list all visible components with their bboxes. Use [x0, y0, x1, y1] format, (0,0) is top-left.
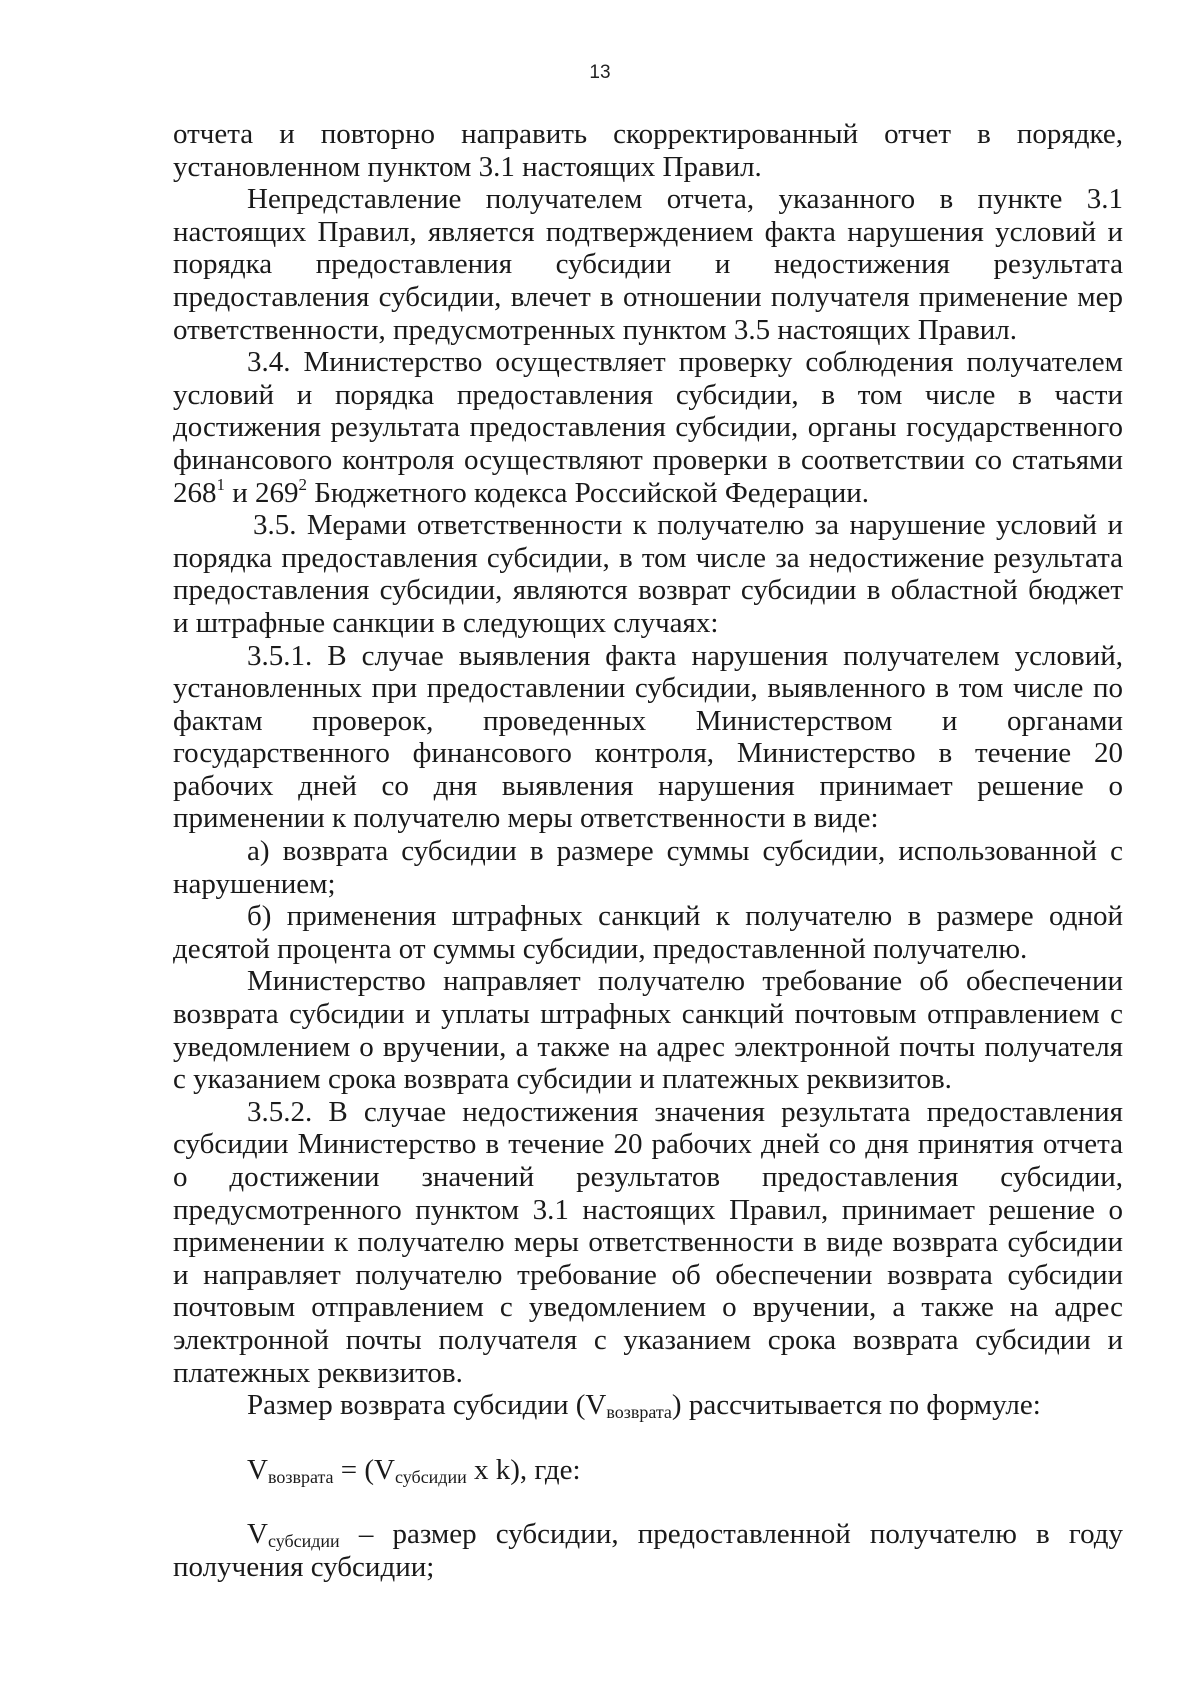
paragraph-3-4-text-a: 3.4. Министерство осуществляет проверку соблюдения получателем условий и порядка предоставления субсидии, в том числе в части достижения результата предоставления субсидии, органы государственного финансового контроля осуществляют проверки в соответствии со статьями 268	[173, 346, 1123, 509]
paragraph-ministry-requirement: Министерство направляет получателю требование об обеспечении возврата субсидии и уплаты штрафных санкций почтовым отправлением с уведомлением о вручении, а также на адрес электронной почты получателя с указанием срока возврата субсидии и платежных реквизитов.	[173, 965, 1123, 1096]
paragraph-variable-definition	[173, 1518, 1123, 1583]
variable-text-a: V	[247, 1518, 268, 1551]
document-body	[173, 118, 1123, 1584]
list-item-a: а) возврата субсидии в размере суммы субсидии, использованной с нарушением;	[173, 835, 1123, 900]
formula-text-c: x k), где:	[466, 1453, 581, 1486]
variable-subscript: субсидии	[267, 1531, 340, 1552]
formula-intro-text-b: ) рассчитывается по формуле:	[671, 1389, 1041, 1422]
paragraph-formula-intro	[173, 1389, 1123, 1422]
paragraph-3-5-1: 3.5.1. В случае выявления факта нарушения получателем условий, установленных при предоставлении субсидии, выявленного в том числе по фактам проверок, проведенных Министерством и органами государственного финансового контроля, Министерство в течение 20 рабочих дней со дня выявления нарушения принимает решение о применении к получателю меры ответственности в виде:	[173, 639, 1123, 835]
paragraph-3-5-2: 3.5.2. В случае недостижения значения результата предоставления субсидии Министерство в течение 20 рабочих дней со дня принятия отчета о достижении значений результатов предоставления субсидии, предусмотренного пунктом 3.1 настоящих Правил, принимает решение о применении к получателю меры ответственности в виде возврата субсидии и направляет получателю требование об обеспечении возврата субсидии почтовым отправлением с уведомлением о вручении, а также на адрес электронной почты получателя с указанием срока возврата субсидии и платежных реквизитов.	[173, 1095, 1123, 1389]
paragraph-non-submission: Непредставление получателем отчета, указанного в пункте 3.1 настоящих Правил, является подтверждением факта нарушения условий и порядка предоставления субсидии и недостижения результата предоставления субсидии, влечет в отношении получателя применение мер ответственности, предусмотренных пунктом 3.5 настоящих Правил.	[173, 183, 1123, 346]
variable-text-b: – размер субсидии, предоставленной получателю в году получения субсидии;	[173, 1518, 1123, 1583]
paragraph-3-4-text-c: Бюджетного кодекса Российской Федерации.	[307, 476, 870, 509]
formula-text-b: = (V	[333, 1453, 396, 1486]
formula-subscript-2: субсидии	[395, 1466, 467, 1487]
footnote-superscript-1: 1	[216, 474, 225, 494]
formula-text-a: V	[247, 1453, 268, 1486]
paragraph-3-5: 3.5. Мерами ответственности к получателю за нарушение условий и порядка предоставления субсидии, в том числе за недостижение результата предоставления субсидии, являются возврат субсидии в областной бюджет и штрафные санкции в следующих случаях:	[173, 509, 1123, 639]
footnote-superscript-2: 2	[298, 474, 308, 494]
formula	[173, 1454, 1123, 1487]
paragraph-3-4-text-b: и 269	[225, 476, 299, 509]
formula-intro-subscript: возврата	[606, 1402, 672, 1423]
formula-intro-text-a: Размер возврата субсидии (V	[247, 1389, 607, 1422]
page-number: 13	[589, 62, 611, 83]
list-item-b: б) применения штрафных санкций к получателю в размере одной десятой процента от суммы субсидии, предоставленной получателю.	[173, 900, 1123, 965]
paragraph-3-4	[173, 346, 1123, 509]
formula-subscript-1: возврата	[267, 1466, 334, 1487]
paragraph-continuation: отчета и повторно направить скорректированный отчет в порядке, установленном пунктом 3.1 настоящих Правил.	[173, 118, 1123, 183]
